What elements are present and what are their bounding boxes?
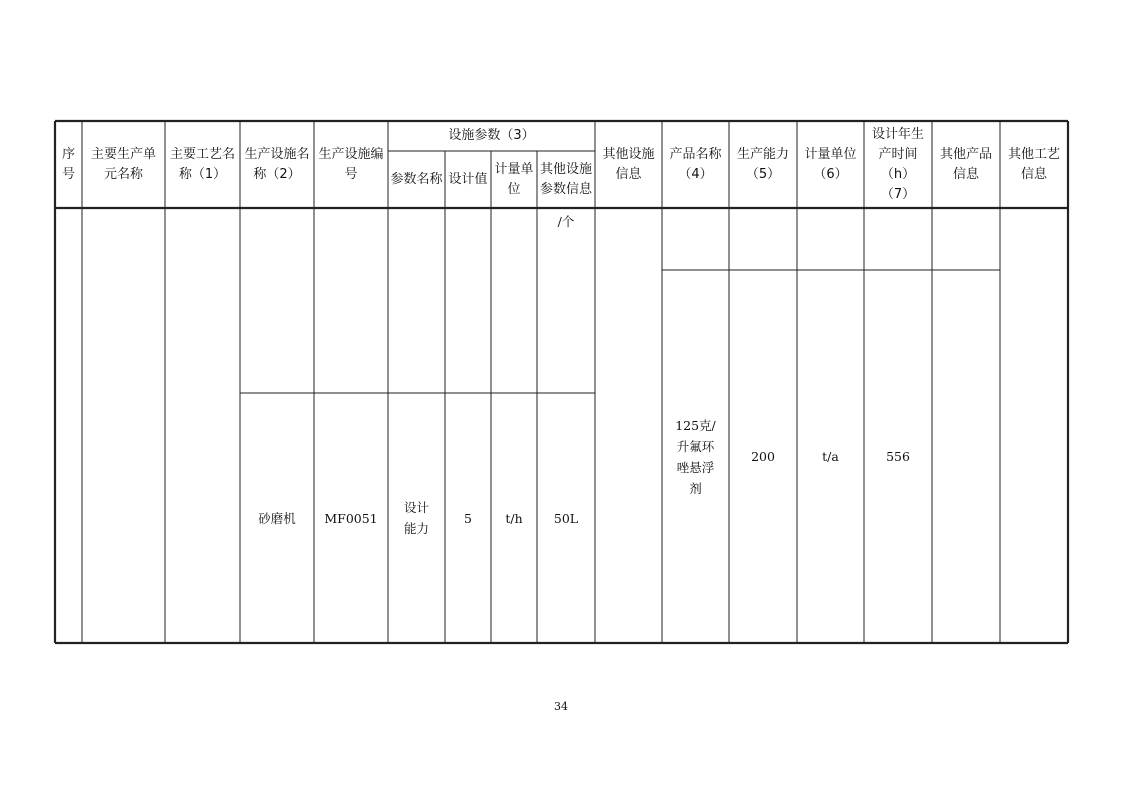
header-design-hours: 设计年生 产时间（h） （7） xyxy=(871,126,924,202)
header-other-process-info: 其他工艺 信息 xyxy=(1007,146,1060,182)
cell-continued-other-param: /个 xyxy=(557,213,575,229)
header-design-value: 设计值 xyxy=(448,171,488,187)
header-facility-params: 设施参数（3） xyxy=(448,128,535,143)
cell-facility-name: 砂磨机 xyxy=(258,510,296,526)
header-facility-number: 生产设施编 号 xyxy=(318,146,384,182)
header-other-facility-info: 其他设施 信息 xyxy=(602,146,655,182)
cell-param-name: 设计 能力 xyxy=(403,500,429,536)
header-production-unit: 主要生产单 元名称 xyxy=(90,146,156,182)
cell-facility-number: MF0051 xyxy=(324,510,378,526)
header-measure-unit: 计量单 位 xyxy=(494,161,534,197)
header-seq: 序 号 xyxy=(61,146,75,182)
cell-measure-unit: t/h xyxy=(505,510,523,526)
header-process-name: 主要工艺名 称（1） xyxy=(169,146,235,182)
header-other-product-info: 其他产品 信息 xyxy=(939,146,992,182)
header-capacity: 生产能力 （5） xyxy=(736,146,789,182)
header-product-name: 产品名称 （4） xyxy=(669,146,722,182)
cell-other-param-info: 50L xyxy=(553,510,579,526)
cell-design-hours: 556 xyxy=(886,449,910,464)
cell-capacity: 200 xyxy=(751,449,775,464)
header-other-param-info: 其他设施 参数信息 xyxy=(539,161,592,197)
page-number: 34 xyxy=(554,700,568,713)
cell-product-name: 125克/ 升氟环 唑悬浮 剂 xyxy=(675,417,716,496)
header-param-name: 参数名称 xyxy=(390,171,443,187)
header-capacity-unit: 计量单位 （6） xyxy=(804,146,857,182)
cell-design-value: 5 xyxy=(464,510,472,526)
header-facility-name: 生产设施名 称（2） xyxy=(244,146,310,182)
cell-capacity-unit: t/a xyxy=(822,449,839,464)
